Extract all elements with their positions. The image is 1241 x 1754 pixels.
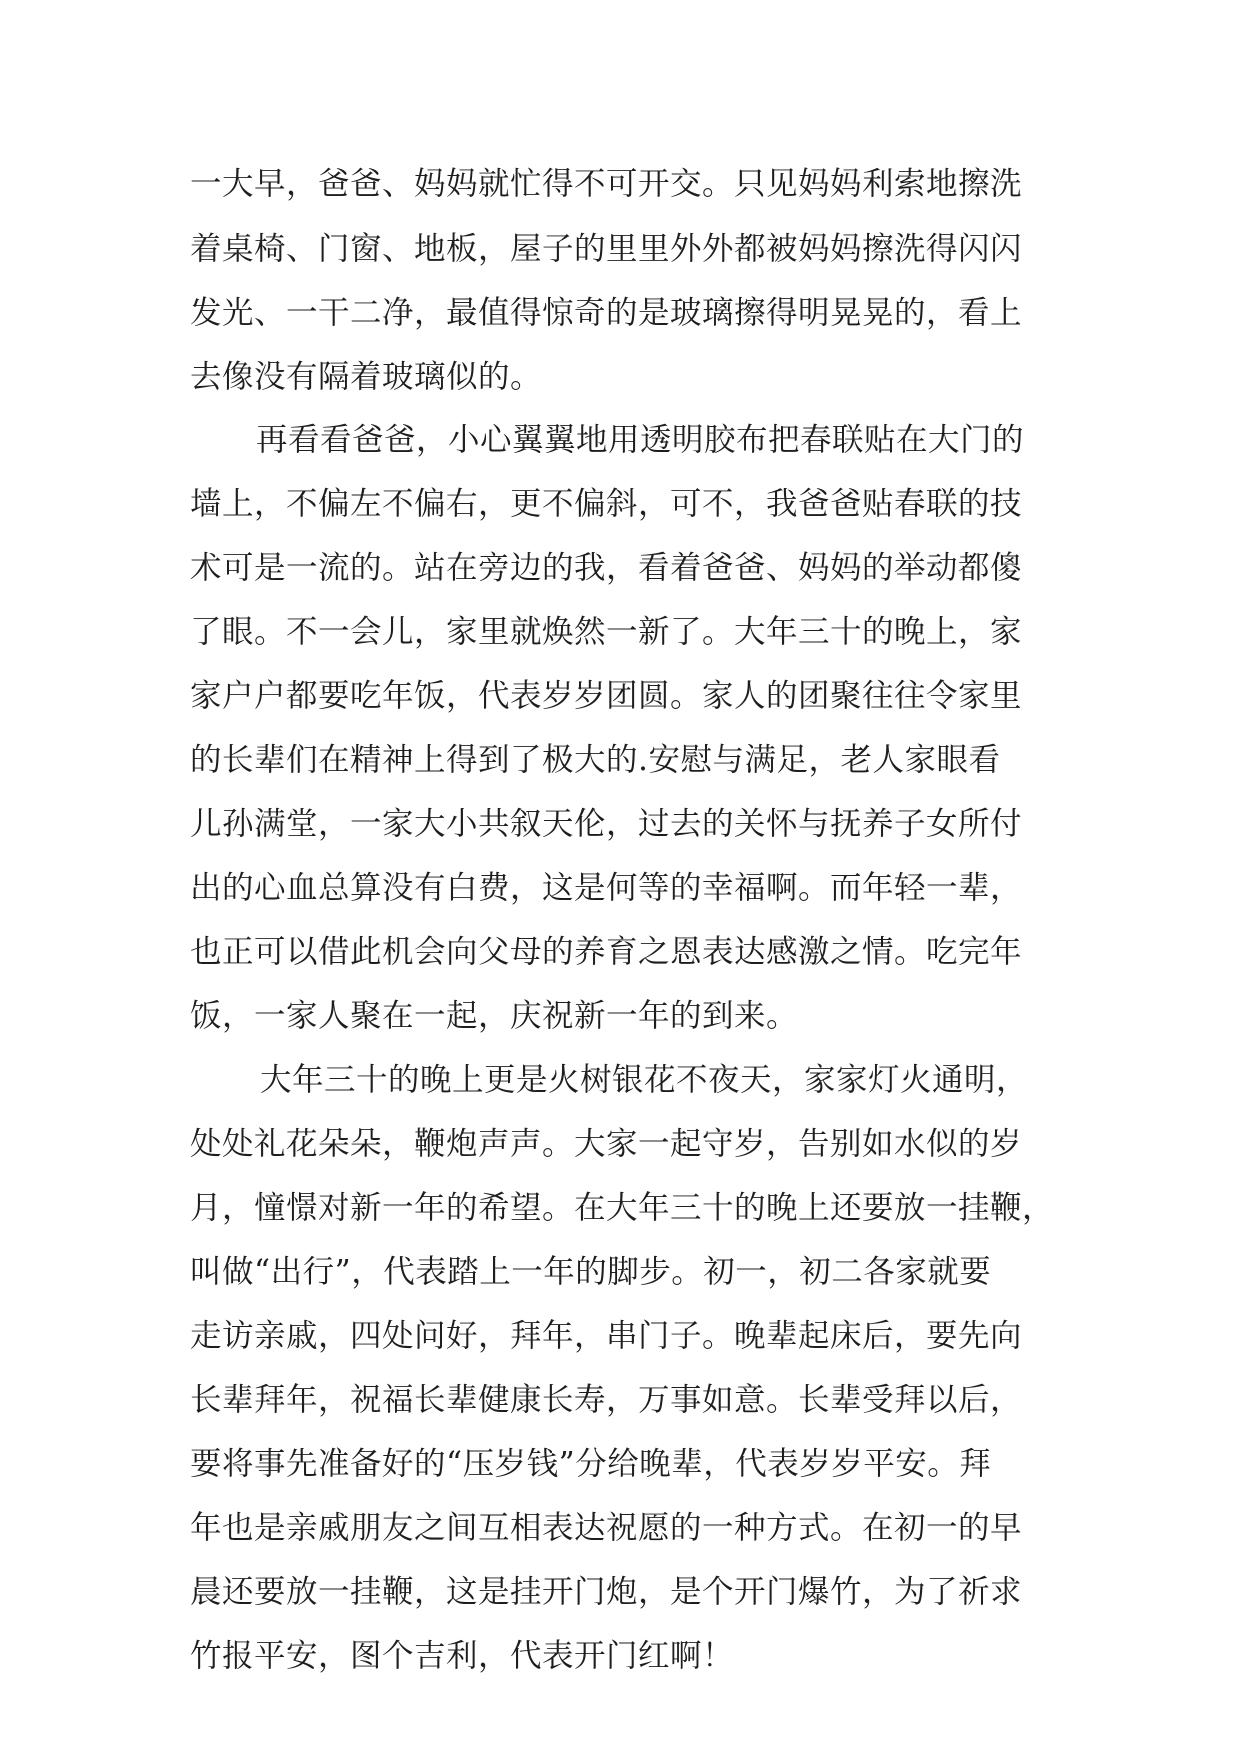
paragraph-3-line-9: 晨还要放一挂鞭，这是挂开门炮，是个开门爆竹，为了祈求 — [190, 1574, 1023, 1610]
paragraph-1-line-2: 着桌椅、门窗、地板，屋子的里里外外都被妈妈擦洗得闪闪 — [190, 231, 1023, 267]
paragraph-3-line-8: 年也是亲戚朋友之间互相表达祝愿的一种方式。在初一的早 — [190, 1510, 1023, 1546]
paragraph-3-line-4: 叫做“出行”，代表踏上一年的脚步。初一，初二各家就要 — [190, 1254, 992, 1290]
paragraph-3-line-5: 走访亲戚，四处问好，拜年，串门子。晚辈起床后，要先向 — [190, 1318, 1023, 1354]
paragraph-2-line-1: 再看看爸爸，小心翼翼地用透明胶布把春联贴在大门的 — [256, 422, 1025, 458]
paragraph-2-line-3: 术可是一流的。站在旁边的我，看着爸爸、妈妈的举动都傻 — [190, 550, 1023, 586]
paragraph-2-line-9: 也正可以借此机会向父母的养育之恩表达感激之情。吃完年 — [190, 934, 1023, 970]
paragraph-2-line-4: 了眼。不一会儿，家里就焕然一新了。大年三十的晚上，家 — [190, 614, 1023, 650]
paragraph-2-line-7: 儿孙满堂，一家大小共叙天伦，过去的关怀与抚养子女所付 — [190, 806, 1023, 842]
paragraph-3-line-1: 大年三十的晚上更是火树银花不夜天，家家灯火通明， — [260, 1062, 1029, 1098]
paragraph-2-line-6: 的长辈们在精神上得到了极大的.安慰与满足，老人家眼看 — [190, 742, 1001, 778]
paragraph-3-line-6: 长辈拜年，祝福长辈健康长寿，万事如意。长辈受拜以后， — [190, 1382, 1023, 1418]
paragraph-3-line-7: 要将事先准备好的“压岁钱”分给晚辈，代表岁岁平安。拜 — [190, 1446, 992, 1482]
paragraph-3-line-10: 竹报平安，图个吉利，代表开门红啊！ — [190, 1638, 735, 1674]
paragraph-2-line-10: 饭，一家人聚在一起，庆祝新一年的到来。 — [190, 998, 799, 1034]
paragraph-1-line-4: 去像没有隔着玻璃似的。 — [190, 359, 543, 395]
paragraph-3-line-2: 处处礼花朵朵，鞭炮声声。大家一起守岁，告别如水似的岁 — [190, 1126, 1023, 1162]
paragraph-1-line-1: 一大早，爸爸、妈妈就忙得不可开交。只见妈妈利索地擦洗 — [190, 166, 1023, 202]
paragraph-2-line-8: 出的心血总算没有白费，这是何等的幸福啊。而年轻一辈， — [190, 870, 1023, 906]
paragraph-1-line-3: 发光、一干二净，最值得惊奇的是玻璃擦得明晃晃的，看上 — [190, 295, 1023, 331]
paragraph-2-line-2: 墙上，不偏左不偏右，更不偏斜，可不，我爸爸贴春联的技 — [190, 486, 1023, 522]
paragraph-3-line-3: 月，憧憬对新一年的希望。在大年三十的晚上还要放一挂鞭， — [190, 1190, 1055, 1226]
paragraph-2-line-5: 家户户都要吃年饭，代表岁岁团圆。家人的团聚往往令家里 — [190, 678, 1023, 714]
